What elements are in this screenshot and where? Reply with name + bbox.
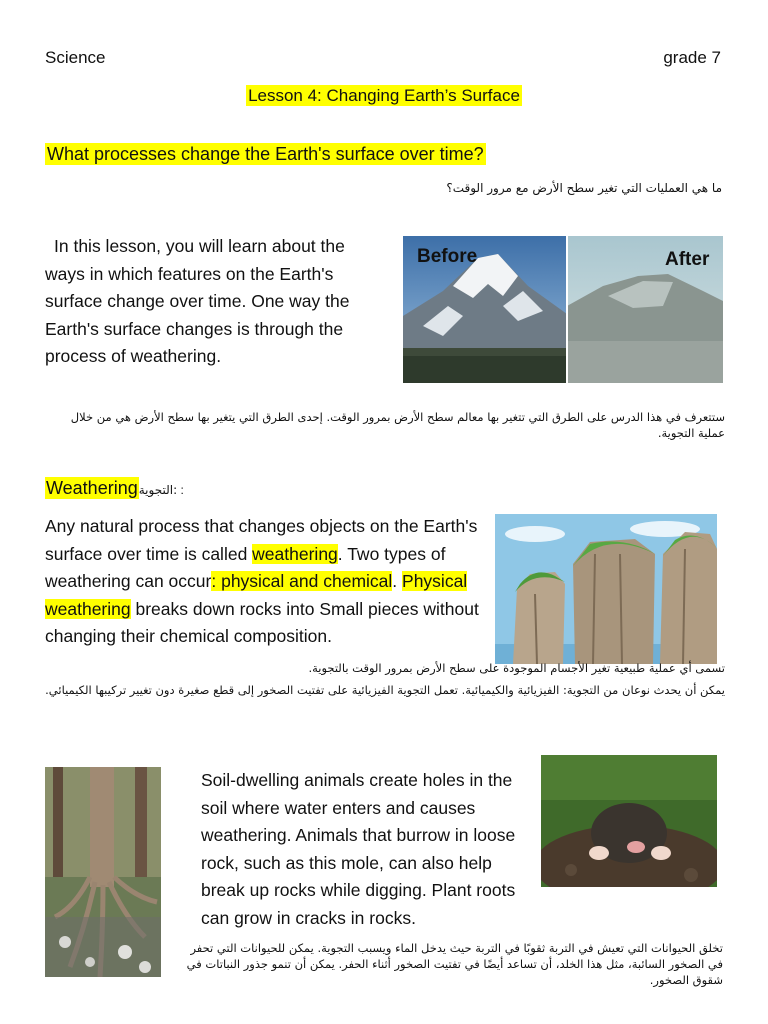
weathering-heading-arabic: التجوية: (138, 483, 178, 497)
weathering-arabic-2: يمكن أن يحدث نوعان من التجوية: الفيزيائية والكيميائية. تعمل التجوية الفيزيائية على تفتيت الصخور إلى قطع صغيرة دون تغيير تركيبها الكيميائي. (45, 683, 725, 697)
weathering-text-3: . (392, 571, 398, 591)
question-heading (45, 144, 486, 165)
weathering-paragraph (45, 513, 490, 651)
tree-roots-image (45, 767, 161, 977)
weathering-text-4: breaks down rocks into Small pieces without changing their chemical composition. (45, 598, 479, 646)
volcano-before-after-image (403, 236, 723, 383)
weathering-types-highlight: : physical and chemical (211, 571, 393, 591)
weathering-heading (45, 478, 184, 499)
intro-arabic: ستتعرف في هذا الدرس على الطرق التي تتغير بها معالم سطح الأرض بمرور الوقت. إحدى الطرق التي يتغير بها سطح الأرض هي من خلال عملية التجوية. (70, 410, 725, 440)
weathering-highlight: weathering (252, 543, 338, 564)
after-label: After (665, 249, 710, 270)
question-text: What processes change the Earth's surface over time? (47, 144, 484, 164)
grade-label: grade 7 (663, 48, 721, 67)
before-label: Before (417, 246, 478, 267)
weathering-text-1: Any natural process that changes objects on the Earth's surface over time is called (45, 516, 478, 564)
animals-paragraph: Soil-dwelling animals create holes in the soil where water enters and causes weathering. Animals that burrow in loose rock, such as this mole, can also help break up rocks while digging. Plant roots can grow in cracks in rocks. (201, 770, 516, 928)
weathering-heading-text: Weathering (46, 478, 138, 498)
subject-label: Science (45, 48, 106, 67)
question-arabic: ما هي العمليات التي تغير سطح الأرض مع مرور الوقت؟ (446, 181, 722, 195)
weathering-heading-colon: : (177, 483, 184, 497)
weathering-text-2: . Two types of weathering can occur (45, 543, 446, 591)
lesson-title-text: Lesson 4: Changing Earth’s Surface (248, 86, 520, 105)
intro-paragraph: In this lesson, you will learn about the ways in which features on the Earth's surface change over time. One way the Earth's surface changes is through the process of weathering. (45, 236, 350, 366)
weathered-rock-cliffs-image (495, 514, 717, 664)
weathering-arabic-1: تسمى أي عملية طبيعية تغير الأجسام الموجودة على سطح الأرض بمرور الوقت بالتجوية. (308, 661, 725, 675)
mole-image (541, 755, 717, 887)
lesson-title (0, 86, 768, 106)
animals-arabic: تخلق الحيوانات التي تعيش في التربة ثقوبًا في التربة حيث يدخل الماء ويسبب التجوية. يمكن للحيوانات التي تحفر في الصخور السائبة، مثل هذا الخلد، أن تساعد أيضًا في تفتيت الصخور أثناء الحفر. يمكن أن تنمو جذور النباتات في شقوق الصخور. (186, 941, 723, 987)
physical-weathering-highlight: Physical weathering (45, 571, 468, 619)
